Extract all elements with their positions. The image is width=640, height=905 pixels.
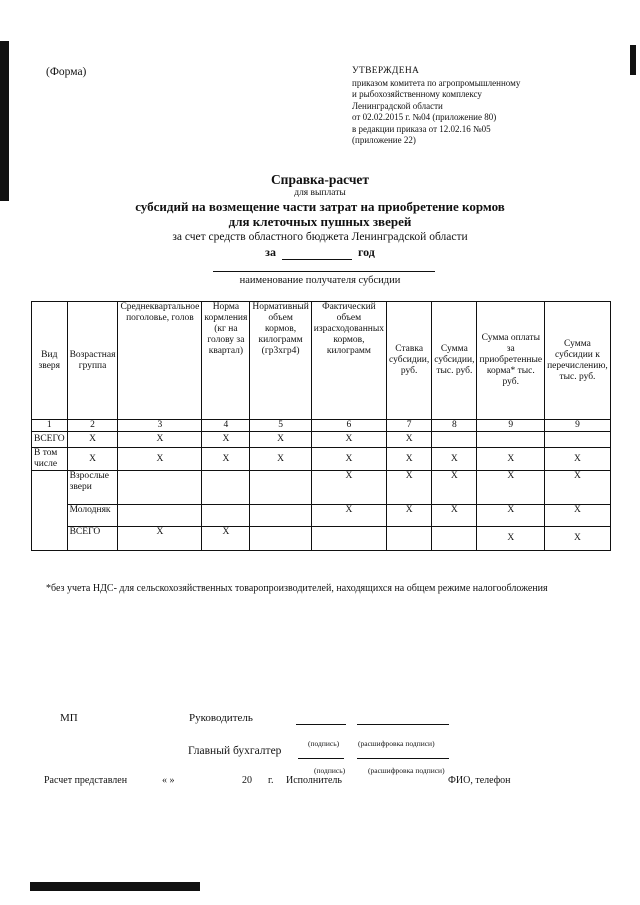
number-cell: 7 [387,420,432,432]
approval-line: приказом комитета по агропромышленному [352,77,521,88]
table-cell [432,432,477,448]
table-cell: X [202,527,250,551]
table-cell [545,432,611,448]
table-cell: ВСЕГО [32,432,68,448]
header-cell: Норма кормления (кг на голову за квартал) [202,302,250,420]
table-cell: ВСЕГО [67,527,118,551]
period-line [0,245,640,260]
table-cell: X [67,432,118,448]
presented-label: Расчет представлен [44,775,128,786]
scan-edge-bar-bottom [30,882,200,891]
table-cell: X [387,471,432,505]
approval-line: и рыбохозяйственному комплексу [352,89,482,99]
header-cell: Сумма субсидии, тыс. руб. [432,302,477,420]
number-cell: 1 [32,420,68,432]
table-row-young [32,505,611,527]
title-line-3: за счет средств областного бюджета Ленинградской области [172,231,468,243]
document-title: Справка-расчет [270,172,370,187]
table-cell: X [432,505,477,527]
table-row-total [32,432,611,448]
header-cell: Сумма оплаты за приобретенные корма* тыс. руб. [477,302,545,420]
accountant-role-label: Главный бухгалтер [188,745,282,757]
table-cell [432,527,477,551]
table-cell: X [311,448,386,471]
accountant-name-caption: (расшифровка подписи) [368,766,445,775]
header-cell: Ставка субсидии, руб. [387,302,432,420]
header-cell: Нормативный объем кормов, килограмм (гр3хгр4) [250,302,311,420]
header-cell: Сумма субсидии к перечислению, тыс. руб. [545,302,611,420]
table-cell: X [477,505,545,527]
table-cell [202,471,250,505]
table-cell: X [545,471,611,505]
table-cell: X [477,527,545,551]
god-label: год [357,245,375,259]
title-line-1: субсидий на возмещение части затрат на приобретение кормов [135,199,505,214]
table-cell: X [67,448,118,471]
table-cell: X [202,448,250,471]
table-cell: X [311,471,386,505]
table-cell [250,527,311,551]
table-cell: X [545,448,611,471]
table-cell [118,471,202,505]
table-cell: X [545,527,611,551]
approval-line: от 02.02.2015 г. №04 (приложение 80) [352,112,497,122]
table-cell: X [311,505,386,527]
header-cell: Фактический объем израсходованных кормов, килограмм [311,302,386,420]
year-suffix: г. [268,775,274,786]
table-cell: X [387,432,432,448]
approval-line: Ленинградской области [352,100,443,111]
number-cell: 2 [67,420,118,432]
title-sub: для выплаты [294,188,346,198]
approval-line: (приложение 22) [352,135,416,145]
table-cell [250,471,311,505]
table-cell: X [118,448,202,471]
approval-line: в редакции приказа от 12.02.16 №05 [352,123,491,134]
table-cell: X [387,505,432,527]
table-cell: X [202,432,250,448]
table-cell: X [118,432,202,448]
approval-stamp [352,66,622,147]
table-header-row [32,302,611,420]
table-cell: X [432,471,477,505]
head-signature-caption: (подпись) [308,739,340,748]
number-cell: 6 [311,420,386,432]
recipient-name-line [213,271,435,272]
accountant-signature-caption: (подпись) [314,766,346,775]
fio-phone-label: ФИО, телефон [448,775,511,786]
number-cell: 3 [118,420,202,432]
table-row-adults [32,471,611,505]
table-row-subtotal [32,527,611,551]
approval-heading: УТВЕРЖДЕНА [352,66,420,76]
table-cell [202,505,250,527]
table-cell [250,505,311,527]
accountant-name-line [357,758,449,759]
head-signature-line [296,724,346,725]
head-name-line [357,724,449,725]
table-cell [32,471,68,551]
footnote: *без учета НДС- для сельскохозяйственных товаропроизводителей, находящихся на общем режиме налогообложения [46,583,548,594]
table-cell: X [387,448,432,471]
executor-label: Исполнитель [286,775,342,786]
table-cell: X [432,448,477,471]
table-cell: X [250,448,311,471]
header-cell: Возрастная группа [67,302,118,420]
title-line-2: для клеточных пушных зверей [228,214,412,229]
table-cell: X [545,505,611,527]
scan-edge-bar-right [630,45,636,75]
table-cell [118,505,202,527]
table-cell: X [477,471,545,505]
period-blank [282,247,352,260]
table-cell: Молодняк [67,505,118,527]
subsidy-table [31,301,611,551]
table-number-row [32,420,611,432]
form-label: (Форма) [46,66,87,78]
year-prefix: 20 [242,775,252,786]
date-quotes: « » [162,775,175,786]
header-cell: Среднеквартальное поголовье, голов [118,302,202,420]
number-cell: 9 [545,420,611,432]
table-cell [387,527,432,551]
number-cell: 8 [432,420,477,432]
table-cell: X [250,432,311,448]
head-role-label: Руководитель [189,712,253,724]
za-label: за [265,245,276,259]
stamp-place-label: МП [60,712,78,724]
number-cell: 5 [250,420,311,432]
number-cell: 9 [477,420,545,432]
recipient-label: наименование получателя субсидии [239,275,401,286]
table-cell: X [311,432,386,448]
table-cell: X [477,448,545,471]
table-row-including [32,448,611,471]
number-cell: 4 [202,420,250,432]
table-cell [311,527,386,551]
accountant-signature-line [298,758,344,759]
table-cell: В том числе [32,448,68,471]
table-cell: X [118,527,202,551]
table-cell [477,432,545,448]
header-cell: Вид зверя [32,302,68,420]
head-name-caption: (расшифровка подписи) [358,739,435,748]
table-cell: Взрослые звери [67,471,118,505]
